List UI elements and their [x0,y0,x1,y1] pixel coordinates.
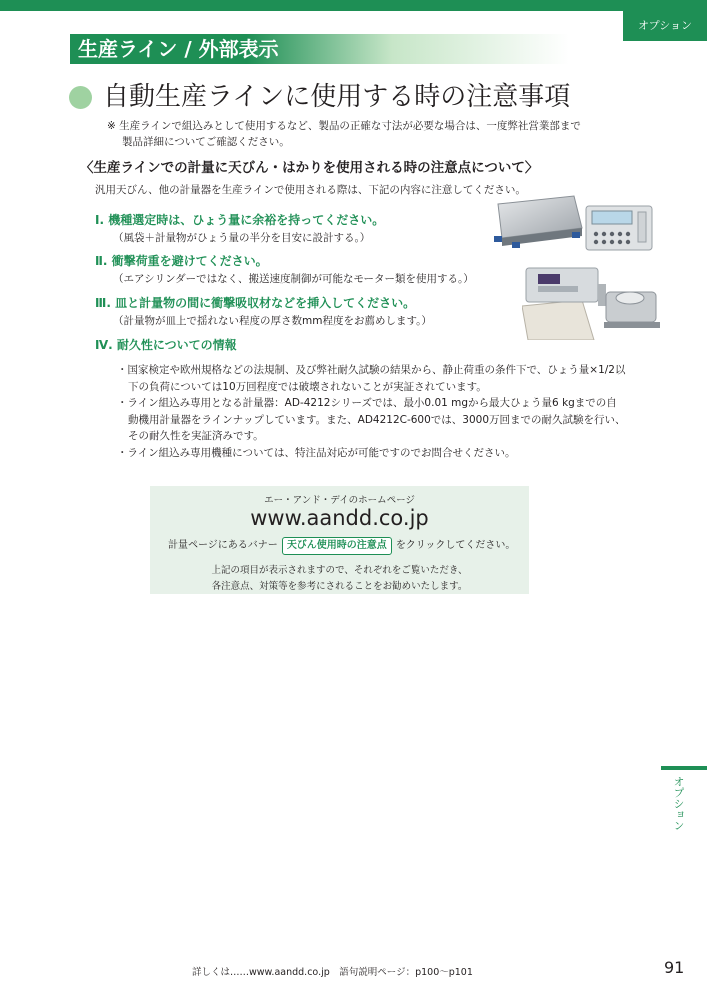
website-url-link[interactable]: www.aandd.co.jp [250,506,429,530]
intro-text: 汎用天びん、他の計量器を生産ラインで使用される際は、下記の内容に注意してください。 [95,184,526,196]
item-1-heading: Ⅰ. 機種選定時は、ひょう量に余裕を持ってください。 [95,213,385,227]
durability-list [117,362,627,461]
info-box-footnote [150,563,529,595]
list-item: ・ライン組込み専用機種については、特注品対応が可能ですのでお問合せください。 [117,446,516,459]
homepage-caption: エー・アンド・デイのホームページ [264,495,415,506]
list-item: ・ライン組込み専用となる計量器：AD-4212シリーズでは、最小0.01 mgから最大ひょう量6 kgまでの自動機用計量器をラインナップしています。また、AD4212C-600では、3000万回までの耐久試験を行い、その耐久性を実証済みです。 [117,397,626,442]
caution-banner-button[interactable]: 天びん使用時の注意点 [282,537,392,555]
platform-scale-image [478,192,666,272]
item-2-heading: Ⅱ. 衝撃荷重を避けてください。 [95,254,268,268]
item-3-heading: Ⅲ. 皿と計量物の間に衝撃吸収材などを挿入してください。 [95,296,416,310]
info-box-foot-line-1: 上記の項目が表示されますので、それぞれをご覧いただき、 [211,565,468,576]
side-tab-bar [661,766,707,770]
item-3-desc: （計量物が皿上で揺れない程度の厚さ数mm程度をお薦めします。） [113,315,432,327]
note-line-1: ※ 生産ラインで組込みとして使用するなど、製品の正確な寸法が必要な場合は、一度弊社営業部まで [107,120,581,132]
page-title: 自動生産ラインに使用する時の注意事項 [103,82,571,112]
note-line-2: 製品詳細についてご確認ください。 [122,136,290,148]
note [107,118,607,150]
option-tab: オプション [623,11,707,41]
item-4-heading: Ⅳ. 耐久性についての情報 [95,338,237,352]
item-1-desc: （風袋＋計量物がひょう量の半分を目安に設計する。） [113,232,371,244]
section-title: 生産ライン / 外部表示 [78,37,279,61]
list-item: ・国家検定や欧州規格などの法規制、及び弊社耐久試験の結果から、静止荷重の条件下で、ひょう量×1/2以下の負荷については10万回程度では破壊されないことが実証されています。 [117,364,626,393]
top-green-band [0,0,707,11]
sub-heading: 〈生産ラインでの計量に天びん・はかりを使用される時の注意点について〉 [80,160,539,176]
banner-instruction-after: をクリックしてください。 [395,540,516,551]
banner-instruction-before: 計量ページにあるバナー [168,540,278,551]
banner-instruction [168,537,515,555]
balance-image [522,266,662,340]
title-bullet-icon [69,86,92,109]
footer-reference: 詳しくは……www.aandd.co.jp 語句説明ページ：p100〜p101 [192,967,473,978]
page-number: 91 [664,958,685,977]
info-box-foot-line-2: 各注意点、対策等を参考にされることをお勧めいたします。 [211,581,468,592]
side-tab-label: オプション [672,776,685,831]
item-2-desc: （エアシリンダーではなく、搬送速度制御が可能なモーター類を使用する。） [113,273,474,285]
